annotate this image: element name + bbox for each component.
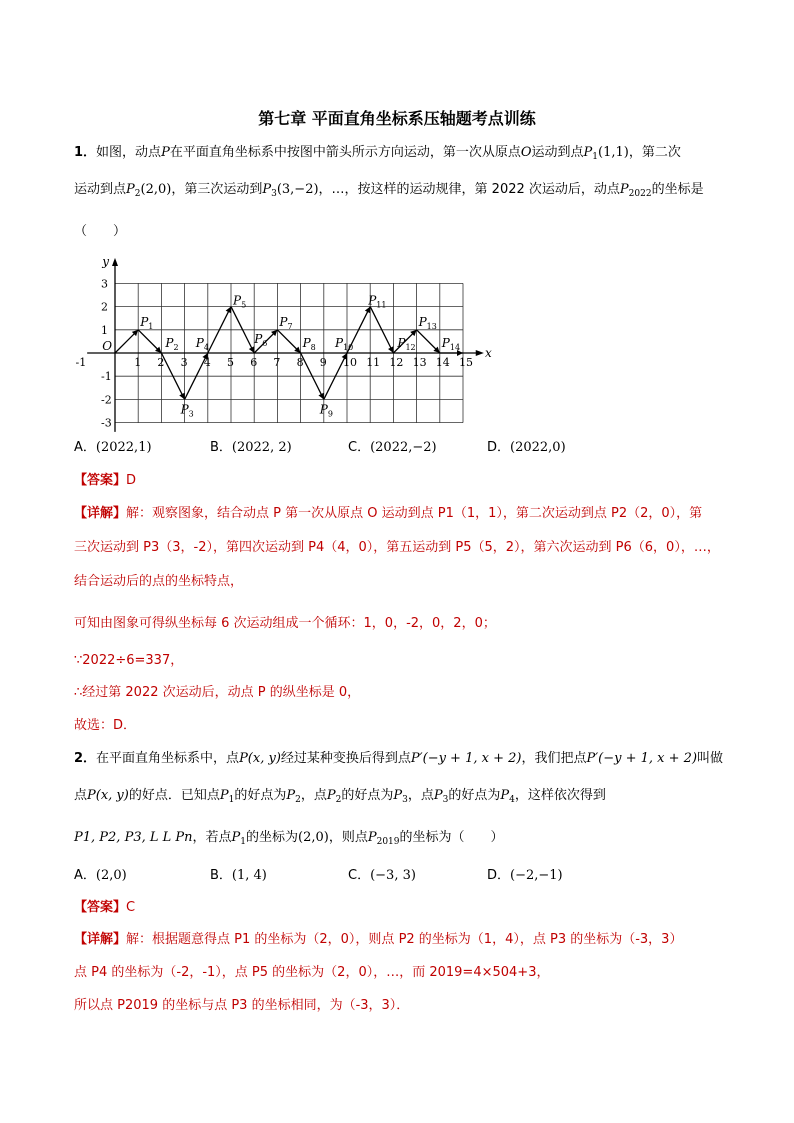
y-axis-arrow xyxy=(112,258,118,266)
point-label-subscript: 4 xyxy=(203,343,209,352)
q1-option-a[interactable] xyxy=(74,436,152,455)
q2-var-p: P xyxy=(326,788,336,803)
y-tick-label: 2 xyxy=(101,300,108,314)
option-value: (2022,1) xyxy=(95,440,152,455)
option-letter: B． xyxy=(210,868,232,883)
point-label: $P_8$ xyxy=(302,336,316,352)
point-label-subscript: 14 xyxy=(449,343,461,352)
option-letter: B． xyxy=(210,440,232,455)
option-value: (2,0) xyxy=(95,868,127,883)
q1-number: 1． xyxy=(74,145,97,160)
option-letter: C． xyxy=(348,868,371,883)
q1-var-p: P xyxy=(262,182,272,197)
option-letter: D． xyxy=(487,868,511,883)
option-value: (2022,−2) xyxy=(370,440,437,455)
point-label-subscript: 6 xyxy=(262,339,268,348)
q2-text: 叫做 xyxy=(697,751,724,766)
point-label-subscript: 7 xyxy=(287,321,293,331)
x-tick-label: 2 xyxy=(157,356,165,369)
y-tick-label: -1 xyxy=(101,370,112,384)
x-tick-label: 4 xyxy=(203,356,211,369)
q2-line-2 xyxy=(74,786,606,810)
x-tick-label: 13 xyxy=(412,356,427,369)
q2-option-d[interactable] xyxy=(487,864,563,883)
y-tick-label: -3 xyxy=(101,416,112,430)
q1-detail-6: ∴经过第 2022 次运动后，动点 P 的纵坐标是 0， xyxy=(74,685,361,700)
q1-text: ，第二次 xyxy=(628,145,681,160)
x-tick-label: 12 xyxy=(389,356,404,369)
q1-subscript: 1 xyxy=(592,152,598,162)
q2-option-c[interactable] xyxy=(348,864,416,883)
q1-var-o: O xyxy=(520,145,532,160)
detail-tag: 【详解】 xyxy=(74,932,127,947)
option-letter: A． xyxy=(74,868,96,883)
q2-var-p: P xyxy=(500,788,510,803)
q2-line-3 xyxy=(74,828,504,852)
point-label-subscript: 8 xyxy=(310,343,316,352)
q1-p1-coord: (1,1) xyxy=(598,145,629,160)
q2-sequence: P1, P2, P3, L L Pn xyxy=(74,830,193,845)
answer-tag: 【答案】 xyxy=(74,473,127,488)
point-label: $P_5$ xyxy=(233,293,247,310)
q1-line-1 xyxy=(74,143,681,167)
x-tick-label: 11 xyxy=(366,356,381,369)
q2-subscript: 1 xyxy=(240,837,246,847)
q2-text: 的坐标为 xyxy=(246,830,299,845)
option-value: (2022,0) xyxy=(510,440,566,455)
answer-value: D xyxy=(126,473,137,488)
option-value: (2022, 2) xyxy=(231,440,292,455)
q2-point-prime: P′(−y + 1, x + 2) xyxy=(586,751,698,766)
q2-text: 的好点为 xyxy=(234,788,287,803)
q2-text: ，若点 xyxy=(192,830,232,845)
q1-option-d[interactable] xyxy=(487,436,566,455)
q2-subscript: 1 xyxy=(228,795,235,805)
point-label: $P_1$ xyxy=(140,314,154,331)
y-axis-label: y xyxy=(102,254,110,269)
q1-p3-coord: (3,−2) xyxy=(276,182,319,197)
point-label-subscript: 9 xyxy=(327,409,333,419)
q1-detail-4: 可知由图象可得纵坐标每 6 次运动组成一个循环：1，0，-2，0，2，0； xyxy=(74,616,496,631)
q2-var-p: P xyxy=(286,788,296,803)
q1-option-c[interactable] xyxy=(348,436,437,455)
x-tick-label: 7 xyxy=(273,356,281,369)
q2-point-prime: P′(−y + 1, x + 2) xyxy=(410,751,522,766)
q2-subscript: 3 xyxy=(442,795,449,805)
coordinate-graph xyxy=(74,252,492,430)
q2-subscript: 2 xyxy=(335,795,342,805)
q2-subscript: 2019 xyxy=(376,837,400,847)
x-tick-label: 1 xyxy=(134,356,142,369)
x-tick-label: 3 xyxy=(180,356,188,369)
point-label-subscript: 11 xyxy=(376,300,387,310)
point-label-subscript: 13 xyxy=(426,321,437,331)
q2-text: ，则点 xyxy=(328,830,368,845)
q2-detail-2: 点 P4 的坐标为（-2，-1），点 P5 的坐标为（2，0），…，而 2019=4×504+3， xyxy=(74,965,550,980)
q2-detail-1 xyxy=(74,930,682,950)
q2-text: 的好点．已知点 xyxy=(128,788,220,803)
detail-text: 解：根据题意得点 P1 的坐标为（2，0），则点 P2 的坐标为（1，4），点 P3 的坐标为（-3，3） xyxy=(126,932,683,947)
point-label: $P_3$ xyxy=(180,402,194,419)
q1-text: ，第三次运动到 xyxy=(171,182,263,197)
q2-text: 点 xyxy=(74,788,88,803)
y-tick-label: 3 xyxy=(101,277,108,291)
q2-subscript: 2 xyxy=(295,795,301,805)
point-label-subscript: 2 xyxy=(173,343,179,352)
x-tick-label: 8 xyxy=(296,356,304,369)
x-tick-label: 9 xyxy=(319,356,327,369)
point-label: $P_{11}$ xyxy=(368,293,387,310)
y-tick-label: -2 xyxy=(101,393,112,407)
q2-var-p: P xyxy=(231,830,241,845)
q1-subscript: 2 xyxy=(134,189,141,199)
q2-text: ，我们把点 xyxy=(521,751,587,766)
q1-text: ，…，按这样的运动规律，第 2022 次运动后，动点 xyxy=(318,182,620,197)
answer-tag: 【答案】 xyxy=(74,900,127,915)
q1-text: 运动到点 xyxy=(531,145,584,160)
point-label: $P_7$ xyxy=(279,314,293,331)
point-label-subscript: 10 xyxy=(343,343,354,352)
q1-var-p: P xyxy=(583,145,593,160)
q1-text: 运动到点 xyxy=(74,182,127,197)
point-label-subscript: 3 xyxy=(188,409,194,419)
q2-text: 在平面直角坐标系中，点 xyxy=(96,751,240,766)
point-label: $P_4$ xyxy=(195,336,209,352)
q1-paren: （ ） xyxy=(74,224,127,239)
q1-var-p: P xyxy=(161,145,170,160)
y-tick-label: 1 xyxy=(101,323,108,337)
origin-label: O xyxy=(102,339,113,353)
point-label: $P_{14}$ xyxy=(441,336,461,352)
option-letter: C． xyxy=(348,440,371,455)
q1-subscript: 2022 xyxy=(628,189,652,199)
point-label: $P_6$ xyxy=(254,332,268,348)
q2-text: 的好点为 xyxy=(341,788,394,803)
q2-detail-3: 所以点 P2019 的坐标与点 P3 的坐标相同，为（-3，3）． xyxy=(74,998,410,1013)
q1-text: 在平面直角坐标系中按图中箭头所示方向运动，第一次从原点 xyxy=(169,145,521,160)
q2-subscript: 4 xyxy=(509,795,515,805)
point-label: $P_{10}$ xyxy=(335,336,354,352)
option-value: (−3, 3) xyxy=(370,868,416,883)
q1-detail-1 xyxy=(74,504,702,524)
q2-var-p: P xyxy=(367,830,377,845)
point-label: $P_{13}$ xyxy=(418,314,437,331)
q2-point: P(x, y) xyxy=(239,751,281,766)
x-axis-arrow xyxy=(476,350,484,356)
option-letter: A． xyxy=(74,440,96,455)
q2-text: 的好点为 xyxy=(448,788,501,803)
q2-start-coord: (2,0) xyxy=(298,830,329,845)
q2-point: P(x, y) xyxy=(87,788,129,803)
q2-var-p: P xyxy=(393,788,403,803)
x-tick-label: 10 xyxy=(343,356,357,369)
q2-subscript: 3 xyxy=(402,795,408,805)
point-label-subscript: 12 xyxy=(405,343,416,352)
x-tick-label: -1 xyxy=(75,356,87,369)
q1-detail-3: 结合运动后的点的坐标特点， xyxy=(74,574,244,589)
x-tick-label: 15 xyxy=(459,356,473,369)
x-tick-label: 6 xyxy=(250,356,258,369)
q1-var-p: P xyxy=(126,182,135,197)
x-tick-label: 5 xyxy=(227,356,234,369)
q1-detail-2: 三次运动到 P3（3，-2），第四次运动到 P4（4，0），第五运动到 P5（5，2），第六次运动到 P6（6，0），…， xyxy=(74,540,720,555)
q1-p2-coord: (2,0) xyxy=(140,182,172,197)
q2-answer xyxy=(74,898,135,918)
q1-option-b[interactable] xyxy=(210,436,292,455)
point-label: $P_2$ xyxy=(165,336,179,352)
q1-line-2 xyxy=(74,180,704,204)
q1-detail-7: 故选：D． xyxy=(74,718,137,733)
page-title: 第七章 平面直角坐标系压轴题考点训练 xyxy=(258,109,536,128)
q1-var-p: P xyxy=(619,182,629,197)
q2-option-b[interactable] xyxy=(210,864,267,883)
x-tick-label: 14 xyxy=(435,356,450,369)
point-label-subscript: 5 xyxy=(241,300,247,310)
q2-var-p: P xyxy=(219,788,229,803)
q1-text: 的坐标是 xyxy=(651,182,704,197)
q2-var-p: P xyxy=(433,788,443,803)
q2-text: ，点 xyxy=(407,788,434,803)
q2-text: ，这样依次得到 xyxy=(514,788,606,803)
point-label: $P_9$ xyxy=(319,402,333,419)
q2-text: 的坐标为（ ） xyxy=(399,830,504,845)
q1-detail-5: ∵2022÷6=337， xyxy=(74,653,184,668)
q1-answer xyxy=(74,471,136,491)
x-axis-label: x xyxy=(485,346,492,360)
detail-text: 解：观察图象，结合动点 P 第一次从原点 O 运动到点 P1（1，1），第二次运动到点 P2（2，0），第 xyxy=(126,506,703,521)
option-value: (1, 4) xyxy=(231,868,267,883)
q2-text: 经过某种变换后得到点 xyxy=(280,751,411,766)
q2-line-1 xyxy=(74,749,723,769)
option-letter: D． xyxy=(487,440,511,455)
q2-number: 2． xyxy=(74,751,97,766)
point-label-subscript: 1 xyxy=(148,321,154,331)
point-label: $P_{12}$ xyxy=(397,336,416,352)
graph-axes xyxy=(87,258,484,432)
q2-option-a[interactable] xyxy=(74,864,127,883)
q1-text: 如图，动点 xyxy=(96,145,162,160)
option-value: (−2,−1) xyxy=(510,868,563,883)
answer-value: C xyxy=(126,900,136,915)
q2-text: ，点 xyxy=(300,788,327,803)
detail-tag: 【详解】 xyxy=(74,506,127,521)
q1-subscript: 3 xyxy=(271,189,277,199)
